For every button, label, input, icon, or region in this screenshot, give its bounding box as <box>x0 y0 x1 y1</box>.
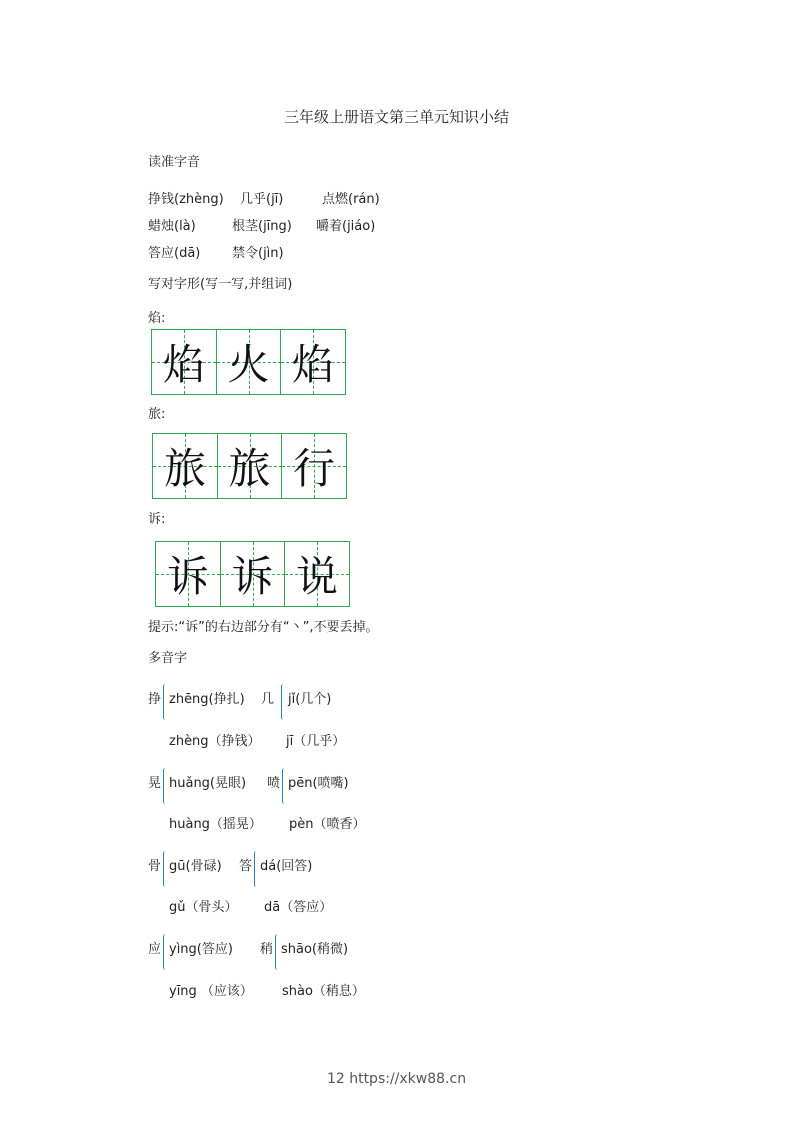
writing-grid <box>152 433 346 499</box>
poly-reading: zhēng(挣扎) <box>169 692 245 707</box>
poly-reading: jī（几乎） <box>286 734 346 749</box>
poly-char: 挣 <box>148 692 162 707</box>
tian-grid-cell <box>155 541 221 607</box>
grid-char: 焰 <box>291 340 334 389</box>
pinyin-item: 挣钱(zhèng) <box>148 192 224 207</box>
tian-grid-cell <box>216 329 282 395</box>
page-footer: 12 https://xkw88.cn <box>326 1071 467 1087</box>
brace-icon <box>163 934 168 970</box>
poly-reading: pèn（喷香） <box>289 817 366 832</box>
tian-grid-cell <box>151 329 217 395</box>
grid-char: 旅 <box>228 444 271 493</box>
brace-icon <box>163 851 168 887</box>
pinyin-item: 禁令(jìn) <box>232 246 284 261</box>
brace-icon <box>281 684 286 720</box>
pinyin-item: 根茎(jīng) <box>232 219 292 234</box>
writing-grid <box>155 541 349 607</box>
poly-reading: shāo(稍微) <box>281 942 349 957</box>
poly-reading: yìng(答应) <box>169 942 233 957</box>
poly-char: 喷 <box>267 776 281 791</box>
grid-char: 焰 <box>162 340 205 389</box>
section-heading-read: 读准字音 <box>148 155 201 170</box>
writing-grid <box>151 329 345 395</box>
poly-reading: dá(回答) <box>260 859 313 874</box>
grid-char: 说 <box>295 552 338 601</box>
tian-grid-cell <box>152 433 218 499</box>
poly-char: 答 <box>239 859 253 874</box>
tian-grid-cell <box>281 433 347 499</box>
grid-char: 行 <box>292 444 335 493</box>
brace-icon <box>254 851 259 887</box>
poly-reading: gǔ（骨头） <box>169 900 238 915</box>
tian-grid-cell <box>284 541 350 607</box>
poly-reading: yīng （应该） <box>169 984 253 999</box>
grid-char: 火 <box>227 340 270 389</box>
poly-reading: huàng（摇晃） <box>169 817 262 832</box>
poly-reading: pēn(喷嘴) <box>288 776 349 791</box>
poly-char: 晃 <box>148 776 162 791</box>
pinyin-item: 答应(dā) <box>148 246 201 261</box>
poly-reading: zhèng（挣钱） <box>169 734 261 749</box>
pinyin-item: 点燃(rán) <box>322 192 380 207</box>
pinyin-item: 几乎(jī) <box>240 192 284 207</box>
tian-grid-cell <box>220 541 286 607</box>
writing-label: 诉: <box>148 512 166 527</box>
grid-char: 诉 <box>166 552 209 601</box>
poly-reading: huǎng(晃眼) <box>169 776 247 791</box>
brace-icon <box>282 768 287 804</box>
pinyin-item: 嚼着(jiáo) <box>316 219 376 234</box>
tian-grid-cell <box>280 329 346 395</box>
poly-reading: shào（稍息） <box>282 984 365 999</box>
poly-char: 应 <box>148 942 162 957</box>
brace-icon <box>163 684 168 720</box>
section-heading-poly: 多音字 <box>148 651 188 666</box>
writing-label: 旅: <box>148 407 166 422</box>
poly-reading: dā（答应） <box>264 900 333 915</box>
grid-char: 诉 <box>231 552 274 601</box>
poly-char: 几 <box>261 692 275 707</box>
writing-label: 焰: <box>148 311 166 326</box>
poly-reading: gū(骨碌) <box>169 859 222 874</box>
poly-char: 稍 <box>260 942 274 957</box>
poly-reading: jǐ(几个) <box>288 692 332 707</box>
hint-text: 提示:“诉”的右边部分有“丶”,不要丢掉。 <box>148 620 379 635</box>
section-heading-write: 写对字形(写一写,并组词) <box>148 277 293 292</box>
poly-char: 骨 <box>148 859 162 874</box>
brace-icon <box>163 768 168 804</box>
tian-grid-cell <box>217 433 283 499</box>
brace-icon <box>275 934 280 970</box>
grid-char: 旅 <box>163 444 206 493</box>
page-title: 三年级上册语文第三单元知识小结 <box>283 108 509 126</box>
pinyin-item: 蜡烛(là) <box>148 219 196 234</box>
